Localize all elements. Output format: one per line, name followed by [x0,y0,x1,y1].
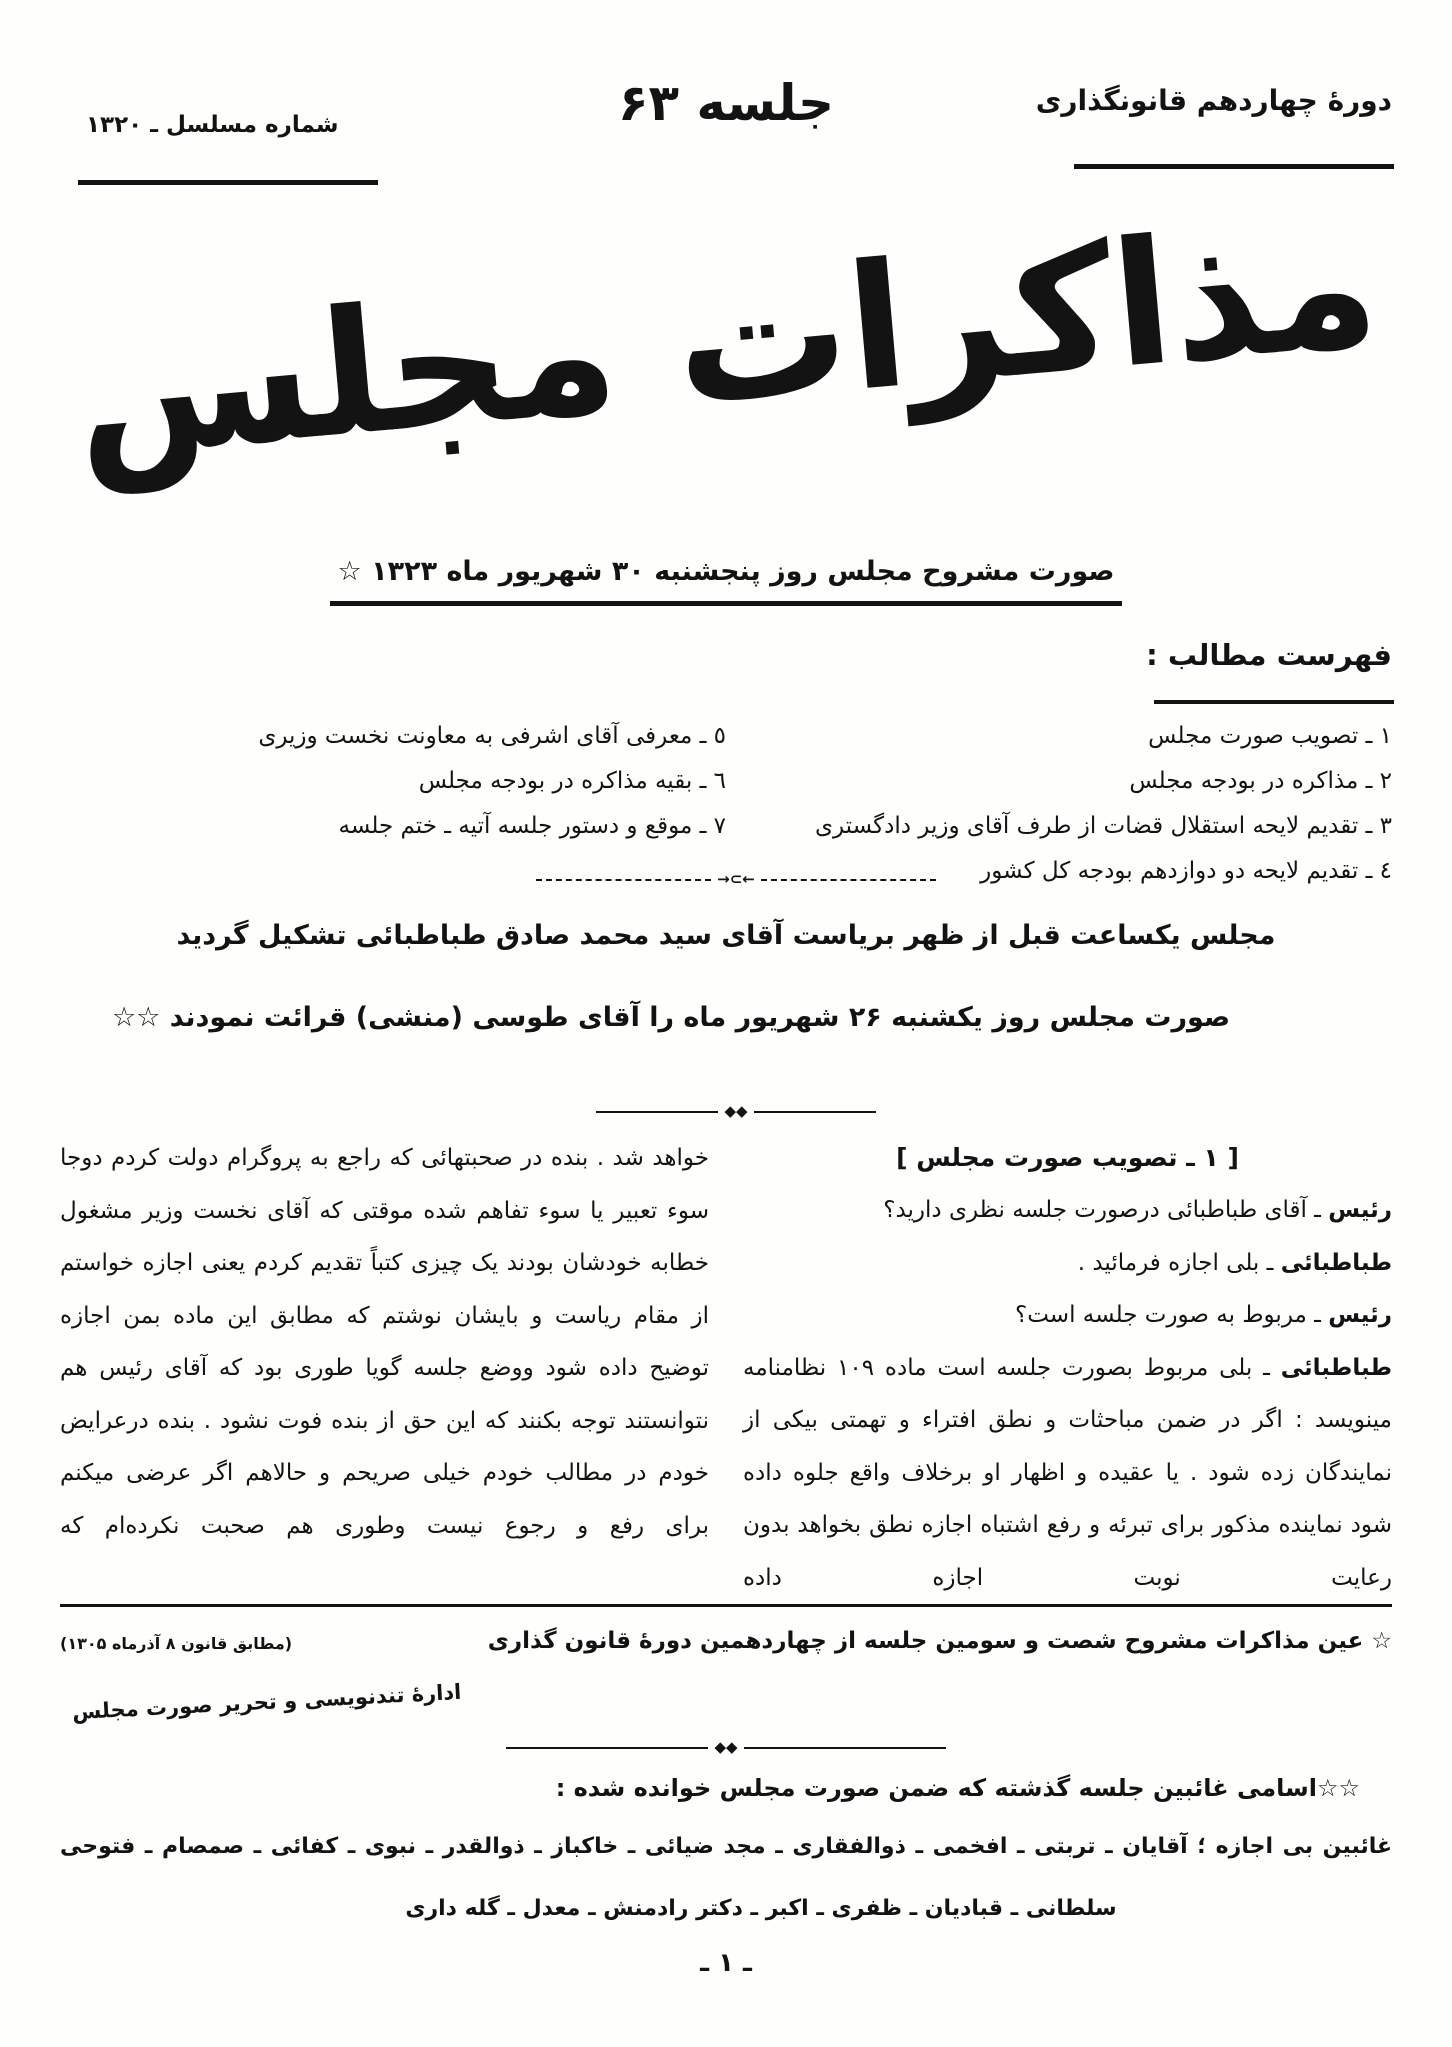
minutes-reading-line: صورت مجلس روز یکشنبه ۲۶ شهریور ماه را آقای طوسی (منشی) قرائت نمودند ☆☆ [111,1002,1231,1033]
column-left [60,1132,709,1606]
absentees-names-line1: غائبین بی اجازه ؛ آقایان ـ تربتی ـ افخمی ـ ذوالفقاری ـ مجد ضیائی ـ خاکباز ـ ذوالقدر ـ نبوی ـ کفائی ـ صمصام ـ فتوحی [60,1834,1392,1859]
toc-item-6: ٦ ـ بقیه مذاکره در بودجه مجلس [418,768,726,794]
page-number: ـ ۱ ـ [700,1948,752,1978]
speaker-name: رئیس [1328,1302,1392,1328]
subtitle-wrap [0,556,1452,606]
dialogue-line [743,1237,1392,1290]
agenda-item-heading: [ ۱ ـ تصویب صورت مجلس ] [896,1143,1239,1172]
toc-item-3: ۳ ـ تقدیم لایحه استقلال قضات از طرف آقای وزیر دادگستری [814,813,1392,839]
divider-line [536,879,711,881]
toc-divider-ornament [536,872,936,887]
dialogue-line [743,1184,1392,1237]
divider-line [596,1111,718,1113]
speaker-name: رئیس [1328,1197,1392,1223]
toc-item-4: ٤ ـ تقدیم لایحه دو دوازدهم بودجه کل کشور [980,858,1392,884]
session-opening-line: مجلس یکساعت قبل از ظهر بریاست آقای سید محمد صادق طباطبائی تشکیل گردید [176,920,1276,951]
toc-column-right [726,714,1392,894]
journal-title-calligraphy: مذاکرات مجلس [65,183,1386,498]
toc-item-7: ٧ ـ موقع و دستور جلسه آتیه ـ ختم جلسه [338,813,726,839]
dialogue-text: ـ مربوط به صورت جلسه است؟ [1015,1302,1321,1328]
dialogue-text: ـ بلی اجازه فرمائید . [1077,1249,1274,1276]
toc-item-1: ۱ ـ تصویب صورت مجلس [1148,723,1392,749]
speaker-name: طباطبائی [1280,1354,1392,1381]
session-number: جلسه ۶۳ [617,74,835,132]
toc-heading-underline [1154,700,1394,704]
continuation-text: خواهد شد . بنده در صحبتهائی که راجع به پروگرام دولت کردم دوجا سوء تعبیر یا سوء تفاهم شده موقتی که آقای نخست وزیر مشغول خطابه خودشان بودند یک چیزی کتباً تقدیم کردم یعنی اجازه خواستم از مقام ریاست و بایشان نوشتم که مطابق این ماده بمن اجازه توضیح داده شود ووضع جلسه گویا طوری بود که آقای رئیس هم نتوانستند توجه بکنند که این حق از بنده فوت نشود . بنده درعرایض خودم در مطالب خودم خیلی صریحم و حالاهم اگر عرضی میکنم برای رفع و رجوع نیست وطوری هم صحبت نکرده‌ام که [60,1145,709,1539]
diamond-ornament-icon: ◆◆ [724,1102,748,1120]
serial-number-label: شماره مسلسل ـ ۱۳۲۰ [86,112,339,138]
legislative-period-label: دورۀ چهاردهم قانونگذاری [1035,84,1392,117]
dialogue-line [743,1289,1392,1342]
footnote-row [60,1628,1392,1654]
table-of-contents [60,714,1392,894]
session-subtitle: صورت مشروح مجلس روز پنجشنبه ۳۰ شهریور ماه ۱۳۲۳ ☆ [330,556,1123,606]
divider-line [506,1747,708,1749]
arrow-ornament-icon: →⊂← [717,870,755,888]
absentees-without-leave-list [60,1834,1392,1859]
diamond-ornament-icon: ◆◆ [714,1738,738,1756]
divider-line [744,1747,946,1749]
toc-item-2: ۲ ـ مذاکره در بودجه مجلس [1129,768,1392,794]
absentees-names-line2: سلطانی ـ قبادیان ـ ظفری ـ اکبر ـ دکتر رادمنش ـ معدل ـ گله داری [405,1896,1117,1921]
footnote-verbatim-note: ☆ عین مذاکرات مشروح شصت و سومین جلسه از چهاردهمین دورۀ قانون گذاری [487,1628,1392,1654]
footnote-separator-rule [60,1604,1392,1607]
toc-heading: فهرست مطالب : [1146,638,1392,672]
toc-item-5: ٥ ـ معرفی آقای اشرفی به معاونت نخست وزیری [258,723,726,749]
dialogue-text: ـ آقای طباطبائی درصورت جلسه نظری دارید؟ [883,1197,1321,1223]
masthead [0,178,1452,558]
proceedings-columns [60,1132,1392,1606]
dialogue-line [743,1342,1392,1605]
stenography-office-signature: ادارۀ تندنویسی و تحریر صورت مجلس [71,1679,462,1725]
section-divider-ornament [596,1104,876,1119]
divider-line [754,1111,876,1113]
absentees-heading: ☆☆اسامی غائبین جلسه گذشته که ضمن صورت مجلس خوانده شده : [555,1774,1360,1802]
dialogue-text: ـ بلی مربوط بصورت جلسه است ماده ۱۰۹ نظامنامه مینویسد : اگر در ضمن مباحثات و نطق افتراء و تهمتی بیکی از نمایندگان زده شود . یا عقیده و اظهار او برخلاف واقع جلوه داده شود نماینده مذکور برای تبرئه و رفع اشتباه اجازه نطق بخواهد بدون رعایت نوبت اجازه داده [743,1354,1392,1591]
toc-column-left [60,714,726,894]
speaker-name: طباطبائی [1280,1249,1392,1276]
absentees-divider-ornament [506,1740,946,1755]
footnote-law-reference: (مطابق قانون ۸ آذرماه ۱۳۰۵) [60,1634,293,1653]
column-right [743,1132,1392,1606]
divider-line [761,879,936,881]
